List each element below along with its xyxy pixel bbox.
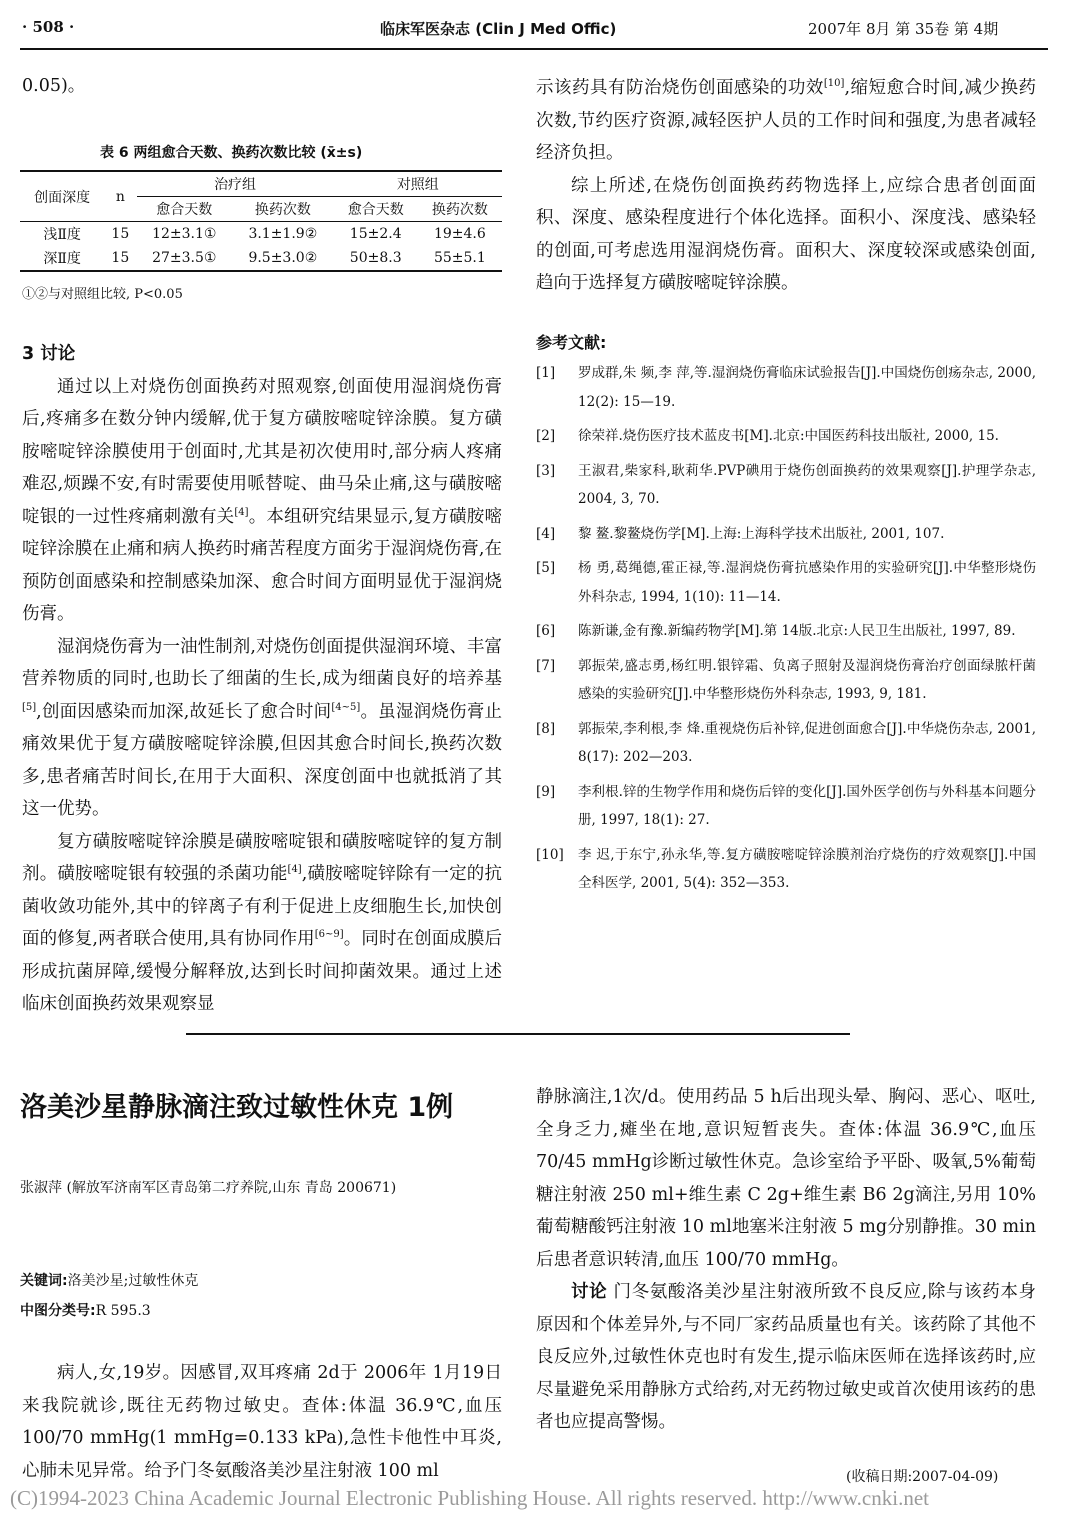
sub-heal: 愈合天数	[334, 197, 418, 222]
table-caption: 表 6 两组愈合天数、换药次数比较 (x̄±s)	[100, 145, 363, 161]
references	[536, 330, 1036, 904]
classification: 中图分类号:R 595.3	[20, 1303, 151, 1319]
paragraph: 静脉滴注,1次/d。使用药品 5 h后出现头晕、胸闷、恶心、呕吐,全身乏力,瘫坐在地,意识短暂丧失。查体:体温 36.9℃,血压 70/45 mmHg诊断过敏性休克。急诊室给予平卧、吸氧,5%葡萄糖注射液 250 ml+维生素 C 2g+维生素 B6 2g滴注,另用 10%葡萄糖酸钙注射液 10 ml地塞米注射液 5 mg分别静推。30 min后患者意识转清,血压 100/70 mmHg。	[536, 1087, 1036, 1270]
col-n: n	[104, 171, 136, 222]
references-title: 参考文献:	[536, 333, 607, 352]
right-top-text	[536, 72, 1036, 300]
reference-item: [7] 郭振荣,盛志勇,杨红明.银锌霜、负离子照射及湿润烧伤膏治疗创面绿脓杆菌感染的实验研究[J].中华整形烧伤外科杂志, 1993, 9, 181.	[536, 657, 1036, 702]
left-top-fragment: 0.05)。	[22, 76, 86, 96]
reference-item: [1] 罗成群,朱 频,李 萍,等.湿润烧伤膏临床试验报告[J].中国烧伤创疡杂志, 2000, 12(2): 15—19.	[536, 365, 1036, 410]
sub-change: 换药次数	[232, 197, 334, 222]
journal-title: 临床军医杂志 (Clin J Med Offic)	[380, 20, 617, 38]
sub-heal: 愈合天数	[137, 197, 233, 222]
paragraph: 示该药具有防治烧伤创面感染的功效[10],缩短愈合时间,减少换药次数,节约医疗资源,减轻医护人员的工作时间和强度,为患者减轻经济负担。	[536, 78, 1036, 163]
paragraph: 湿润烧伤膏为一油性制剂,对烧伤创面提供湿润环境、丰富营养物质的同时,也助长了细菌的生长,成为细菌良好的培养基[5],创面因感染而加深,故延长了愈合时间[4~5]。虽湿润烧伤膏止痛效果优于复方磺胺嘧啶锌涂膜,但因其愈合时间长,换药次数多,患者痛苦时间长,在用于大面积、深度创面中也就抵消了其这一优势。	[22, 636, 503, 819]
col-depth: 创面深度	[20, 171, 104, 222]
table-row: 浅Ⅱ度 15 12±3.1① 3.1±1.9② 15±2.4 19±4.6	[43, 226, 486, 243]
paragraph: 复方磺胺嘧啶锌涂膜是磺胺嘧啶银和磺胺嘧啶锌的复方制剂。磺胺嘧啶银有较强的杀菌功能[4],磺胺嘧啶锌除有一定的抗菌收敛功能外,其中的锌离子有利于促进上皮细胞生长,加快创面的修复,两者联合使用,具有协同作用[6~9]。同时在创面成膜后形成抗菌屏障,缓慢分解释放,达到长时间抑菌效果。通过上述临床创面换药效果观察显	[22, 831, 503, 1014]
section-title: 3 讨论	[22, 344, 76, 364]
table-row: 深Ⅱ度 15 27±3.5① 9.5±3.0② 50±8.3 55±5.1	[20, 246, 502, 271]
table-6	[20, 170, 502, 272]
reference-item: [4] 黎 鳌.黎鳌烧伤学[M].上海:上海科学技术出版社, 2001, 107.	[536, 525, 945, 542]
article-title: 洛美沙星静脉滴注致过敏性休克 1例	[20, 1092, 454, 1123]
case-body-right	[536, 1081, 1036, 1439]
group-treat: 治疗组	[137, 171, 334, 197]
table-note: ①②与对照组比较, P<0.05	[22, 287, 183, 302]
paragraph: 综上所述,在烧伤创面换药药物选择上,应综合患者创面面积、深度、感染程度进行个体化选择。面积小、深度浅、感染轻的创面,可考虑选用湿润烧伤膏。面积大、深度较深或感染创面,趋向于选择复方磺胺嘧啶锌涂膜。	[536, 175, 1036, 293]
reference-item: [8] 郭振荣,李利根,李 烽.重视烧伤后补锌,促进创面愈合[J].中华烧伤杂志, 2001, 8(17): 202—203.	[536, 720, 1036, 765]
reference-item: [3] 王淑君,柴家科,耿莉华.PVP碘用于烧伤创面换药的效果观察[J].护理学杂志, 2004, 3, 70.	[536, 462, 1036, 507]
paragraph: 讨论 门冬氨酸洛美沙星注射液所致不良反应,除与该药本身原因和个体差异外,与不同厂家药品质量也有关。该药除了其他不良反应外,过敏性休克也时有发生,提示临床医师在选择该药时,应尽量避免采用静脉方式给药,对无药物过敏史或首次使用该药的患者也应提高警惕。	[536, 1282, 1037, 1432]
discussion-section	[22, 338, 502, 1021]
reference-item: [5] 杨 勇,葛绳德,霍正禄,等.湿润烧伤膏抗感染作用的实验研究[J].中华整形烧伤外科杂志, 1994, 1(10): 11—14.	[536, 560, 1036, 605]
received-date: (收稿日期:2007-04-09)	[846, 1469, 999, 1485]
reference-item: [9] 李利根.锌的生物学作用和烧伤后锌的变化[J].国外医学创伤与外科基本问题分册, 1997, 18(1): 27.	[536, 783, 1036, 828]
article-authors: 张淑萍 (解放军济南军区青岛第二疗养院,山东 青岛 200671)	[20, 1180, 397, 1196]
article-divider	[186, 1033, 850, 1035]
header-rule	[20, 48, 1048, 50]
reference-item: [2] 徐荣祥.烧伤医疗技术蓝皮书[M].北京:中国医药科技出版社, 2000, 15.	[536, 428, 999, 444]
issue-info: 2007年 8月 第 35卷 第 4期	[808, 20, 999, 38]
copyright-watermark: (C)1994-2023 China Academic Journal Electronic Publishing House. All rights reserved. http://www.cnki.net	[10, 1486, 929, 1510]
sub-change: 换药次数	[418, 197, 502, 222]
keywords: 关键词:洛美沙星;过敏性休克	[20, 1273, 199, 1289]
page-number: · 508 ·	[22, 18, 75, 36]
paragraph: 通过以上对烧伤创面换药对照观察,创面使用湿润烧伤膏后,疼痛多在数分钟内缓解,优于复方磺胺嘧啶锌涂膜。复方磺胺嘧啶锌涂膜使用于创面时,尤其是初次使用时,部分病人疼痛难忍,烦躁不安,有时需要使用哌替啶、曲马朵止痛,这与磺胺嘧啶银的一过性疼痛刺激有关[4]。本组研究结果显示,复方磺胺嘧啶锌涂膜在止痛和病人换药时痛苦程度方面劣于湿润烧伤膏,在预防创面感染和控制感染加深、愈合时间方面明显优于湿润烧伤膏。	[22, 376, 503, 624]
reference-item: [6] 陈新谦,金有豫.新编药物学[M].第 14版.北京:人民卫生出版社, 1997, 89.	[536, 623, 1016, 639]
reference-item: [10] 李 迟,于东宁,孙永华,等.复方磺胺嘧啶锌涂膜剂治疗烧伤的疗效观察[J].中国全科医学, 2001, 5(4): 352—353.	[536, 846, 1036, 891]
group-ctrl: 对照组	[334, 171, 502, 197]
case-body-left: 病人,女,19岁。因感冒,双耳疼痛 2d于 2006年 1月19日来我院就诊,既往无药物过敏史。查体:体温 36.9℃,血压 100/70 mmHg(1 mmHg=0.133 kPa),急性卡他性中耳炎,心肺未见异常。给予门冬氨酸洛美沙星注射液 100 ml	[22, 1363, 502, 1481]
